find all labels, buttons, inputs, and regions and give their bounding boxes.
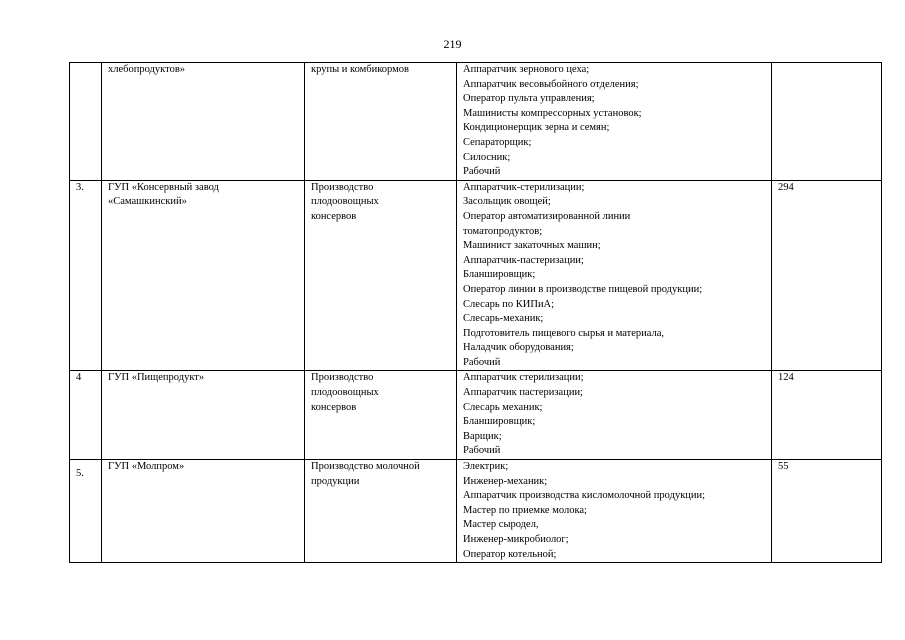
organization-cell [102, 371, 305, 460]
employee-count: 55 [778, 461, 789, 473]
row-number-cell [70, 371, 102, 460]
professions-cell [457, 460, 772, 563]
professions-line: Оператор автоматизированной линии [463, 210, 631, 222]
professions-line: Слесарь механик; [463, 401, 543, 413]
professions-line: Мастер сыродел, [463, 519, 539, 531]
professions-line: Бланшировщик; [463, 269, 536, 281]
professions-cell [457, 63, 772, 181]
professions-line: Аппаратчик весовыбойного отделения; [463, 78, 639, 90]
row-number-cell [70, 460, 102, 563]
production-line: крупы и комбикормов [311, 64, 409, 75]
table-body [70, 63, 882, 563]
production-cell [305, 460, 457, 563]
production-line: Производство [311, 372, 374, 384]
professions-line: Варщик; [463, 430, 502, 442]
professions-line: Мастер по приемке молока; [463, 504, 587, 516]
professions-line: Аппаратчик-пастеризации; [463, 254, 584, 266]
professions-line: Подготовитель пищевого сырья и материала, [463, 327, 665, 339]
professions-line: томатопродуктов; [463, 225, 543, 237]
professions-line: Оператор пульта управления; [463, 93, 595, 105]
professions-cell [457, 180, 772, 371]
professions-line: Аппаратчик стерилизации; [463, 372, 584, 384]
table-row [70, 180, 882, 371]
count-cell [772, 371, 882, 460]
professions-line: Аппаратчик зернового цеха; [463, 64, 590, 75]
table-row [70, 63, 882, 181]
professions-line: Рабочий [463, 445, 501, 457]
row-number-cell [70, 63, 102, 181]
production-cell [305, 371, 457, 460]
professions-line: Рабочий [463, 356, 501, 368]
professions-cell [457, 371, 772, 460]
professions-line: Сепараторщик; [463, 136, 532, 148]
professions-line: Кондиционерщик зерна и семян; [463, 122, 610, 134]
professions-line: Рабочий [463, 166, 501, 178]
count-cell [772, 460, 882, 563]
professions-line: Оператор линии в производстве пищевой продукции; [463, 283, 703, 295]
row-number: 3. [76, 181, 84, 193]
professions-line: Оператор котельной; [463, 548, 557, 560]
organization-line: ГУП «Пищепродукт» [108, 372, 205, 384]
enterprises-table [69, 62, 882, 563]
page-number: 219 [443, 37, 462, 51]
production-line: плодоовощных [311, 196, 379, 208]
organization-line: «Самашкинский» [108, 196, 187, 208]
professions-line: Силосник; [463, 151, 511, 163]
production-line: консервов [311, 401, 357, 413]
professions-line: Машинист закаточных машин; [463, 240, 601, 252]
count-cell [772, 180, 882, 371]
production-cell [305, 180, 457, 371]
production-cell [305, 63, 457, 181]
professions-line: Инженер-микробиолог; [463, 534, 569, 545]
row-number: 4 [76, 372, 82, 384]
row-number: 5. [76, 468, 84, 480]
employee-count: 124 [778, 372, 794, 384]
production-line: плодоовощных [311, 387, 379, 399]
count-cell [772, 63, 882, 181]
organization-line: ГУП «Молпром» [108, 461, 185, 473]
organization-cell [102, 460, 305, 563]
professions-line: Машинисты компрессорных установок; [463, 107, 642, 119]
professions-line: Инженер-механик; [463, 475, 548, 487]
production-line: консервов [311, 210, 357, 222]
professions-line: Слесарь-механик; [463, 313, 544, 325]
employee-count: 294 [778, 181, 794, 193]
table-row [70, 460, 882, 563]
production-line: Производство молочной [311, 461, 420, 473]
professions-line: Наладчик оборудования; [463, 342, 574, 354]
organization-cell [102, 63, 305, 181]
professions-line: Бланшировщик; [463, 416, 536, 428]
organization-cell [102, 180, 305, 371]
production-line: Производство [311, 181, 374, 193]
professions-line: Аппаратчик-стерилизации; [463, 181, 585, 193]
professions-line: Слесарь по КИПиА; [463, 298, 555, 310]
professions-line: Аппаратчик производства кисломолочной продукции; [463, 490, 706, 502]
professions-line: Электрик; [463, 461, 509, 473]
production-line: продукции [311, 475, 360, 487]
professions-line: Аппаратчик пастеризации; [463, 387, 583, 399]
organization-line: хлебопродуктов» [108, 64, 186, 75]
organization-line: ГУП «Консервный завод [108, 181, 219, 193]
professions-line: Засольщик овощей; [463, 196, 551, 208]
table-row [70, 371, 882, 460]
row-number-cell [70, 180, 102, 371]
